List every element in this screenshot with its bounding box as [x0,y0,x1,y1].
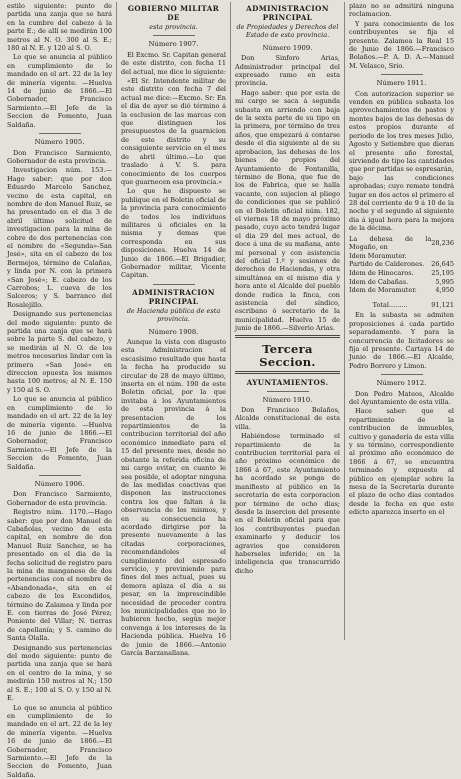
row-value: 28,236 [431,235,454,252]
divider [381,374,423,375]
paragraph: El Excmo. Sr. Capitan general de este distrito, con fecha 11 del actual, me dice lo siguiente: [121,51,226,76]
table-row [349,278,454,287]
column-3 [231,2,345,640]
paragraph: Registro núm. 1170.—Hago saber: que por don Manuel de Cabañolas, vecino de esta capital, en nombre de don Manuel Ruiz Sanchez, se ha presentado en el dia de la fecha solicitud de registro para la mina de manganeso de dos pertenencias con el nombre de «Abandonada», sita en el cabezo de los Escondidos, término de Zalamea y linda por E. con tierras de José Pérez; Poniente del Villar; N. tierras de capellanía; y S. camino de Santa Olalla. [7,508,112,643]
table-row [349,235,454,252]
paragraph: Habiéndose terminado el repartimiento de la contribucion territorial para el año próximo económico de 1866 á 67, este Ayuntamiento ha acordado se ponga de manifiesto al público en la secretaría de esta corporacion por término de ocho dias; desde la insercion del presente en el Boletin oficial para que los contribuyentes puedan examinarlo y deducir los agravios que consideren haberseles inferido; en la inteligencia que transcurrido dicho [235,432,340,575]
paragraph: Designando sus pertenencias del modo siguiente: punto de partida una zanja que se hará sobre la parte S. del cabezo, y se medirán al N. O. de los metros necesarios lindar con la primera «San José» en direccion opuesta los mismos hasta 100 metros; al N. E. 150 y 150 al S. O. [7,310,112,394]
total-label: Total......... [349,295,431,310]
notice-number: Número 1911. [349,79,454,87]
row-value: 25,195 [431,269,454,278]
divider [153,35,195,36]
paragraph: Lo que se anuncia al público en cumplimiento de lo mandado en el art. 22 de la ley de minería vigente. —Huelva 14 de junio de 1866.—El Gobernador, Francisco Sarmiento.—El Jefe de la Seccion de Fomento, Juan Saldaña. [7,53,112,129]
paragraph: Lo que he dispuesto se publique en el Boletin oficial de la provincia para conocimiento de todos los individuos militares ú oficiales en la misma y demas que corresponda en sus disposiciones. Huelva 14 de Junio de 1866.—El Brigadier, Gobernador militar, Vicente Capitan. [121,187,226,279]
row-label: Partido de Calderones. [349,260,431,269]
notice-number: Número 1910. [235,396,340,404]
section-heading: AYUNTAMIENTOS. [235,378,340,387]
section-title: Tercera Seccion. [235,343,340,369]
notice-number: Número 1906. [7,480,112,488]
table-row [349,286,454,295]
row-label: Idem de Moramuter. [349,286,431,295]
paragraph: «El Sr. Intendente militar de este distrito con fecha 7 del actual me dice:—Excmo. Sr: En el dia de ayer se dió término á la esclusion de las marcas con que distinguen los presupuestos de la guarnicion de este distrito y su consiguiente servicio en el mes de abril último.—Lo que traslado á V. S. para conocimiento de los cuerpos que guarnecen esa provincia.» [121,77,226,186]
paragraph: En la subasta se admiten proposiciones á cada partido separadamente. Y para la concurrencia de licitadores se fija el presente. Cartaya 14 de Junio de 1866.—El Alcalde, Pedro Borrero y Limon. [349,311,454,370]
divider [39,133,81,134]
total-value: 91,121 [431,295,454,310]
section-divider [235,371,340,374]
section-heading: ADMINISTRACION PRINCIPAL [235,4,340,22]
row-label: Idem Moramuter. [349,252,431,261]
paragraph: Investigacion núm. 153.—Hago saber: que por don Eduardo Marcelo Sanchez, vecino de esta capital, en nombre de don Manuel Ruiz, se ha presentado en el dia 3 de abril último solicitud de investigacion para la mina de cobre de dos pertenencias con el nombre de «Segunda»-San José», sita en el cabezo de los Bermejos, término de Calañas, y linda por N. con la primera «San José»; E. cabezo de los Carrobos; L. cueva de los Salceros; y S. barranco del Rosalejillo. [7,166,112,309]
notice-number: Número 1907. [121,40,226,48]
column-4 [345,2,458,640]
paragraph: Lo que se anuncia al público en cumplimiento de lo mandado en el art. 22 de la ley de minería vigente. —Huelva 16 de junio de 1866.—El Gobernador, Francisco Sarmiento.—El Jefe de la Seccion de Fomento, Juan Saldaña. [7,704,112,779]
paragraph: Don Sinforo Arias, Administrador principal del expresado ramo en esta provincia. [235,54,340,88]
table-row [349,260,454,269]
table-row [349,252,454,261]
row-value: 26,645 [431,260,454,269]
divider [153,284,195,285]
paragraph: Don Pedro Mateos, Alcalde del Ayuntamiento de esta villa. [349,390,454,407]
paragraph: Y para conocimiento de los contribuyentes se fija el presente. Zalamea la Real 15 de Junio de 1866.—Francisco Bolaños.—P. A. D. A.—Manuel M. Velasco, Srio. [349,20,454,70]
paragraph: Don Francisco Sarmiento, Gobernador de esta provincia. [7,149,112,166]
column-2 [117,2,231,640]
divider [381,74,423,75]
row-label: Idem de Hinocaros. [349,269,431,278]
section-heading: ADMINISTRACION PRINCIPAL [121,288,226,306]
price-table [349,235,454,310]
paragraph: Hago saber: que por esta de mi cargo se saca á segunda subasta en arriendo con baja de la sexta parte de su tipo en la primera, por término de tres años, que empezará á contarse desde el dia siguiente al de su aprobacion, las dehesas de los bienes de propios del Ayuntamiento de Fontanilla, término de Bona, que fue de los de Fabrica, que se halla vacante, con sujecion al pliego de condiciones que se publicó en el Boletin oficial núm. 182, el viernes 18 de mayo próximo pasado, cuyo acto tendrá lugar el dia 29 del mes actual, de doce á una de su mañana, ante mí personal y con asistencia del oficial 1.º y sesiones de derechos de Haciendas, y otra simultánea en el mismo dia y hora ante el Alcalde del pueblo donde radica la finca, con asistencia del síndico, escribano ó secretario de la municipalidad. Huelva 15 de junio de 1866.—Silverio Arias. [235,89,340,333]
notice-number: Número 1912. [349,379,454,387]
table-row [349,269,454,278]
paragraph: Don Francisco Bolaños, Alcalde constitucional de esta villa. [235,406,340,431]
paragraph: Lo que se anuncia al público en cumplimiento de lo mandado en el art. 22 de la ley de minería vigente. —Huelva 16 de junio de 1866.—El Gobernador, Francisco Sarmiento.—El Jefe de la Seccion de Fomento, Juan Saldaña. [7,395,112,471]
row-value: 5,995 [431,278,454,287]
section-divider [235,335,340,338]
section-heading: GOBIERNO MILITAR DE [121,4,226,22]
paragraph: plazo no se admitirá ninguna reclamacion. [349,2,454,19]
paragraph: Con autorizacion superior se venden en pública subasta los aprovechamientos de pastos y montes bajos de las dehesas de estos propios durante el periodo de los tres meses Julio, Agosto y Setiembre que dieran el presente año forestal, sirviendo de tipo las cantidades que por partidas se espresarán, bajo las condiciones aprobadas; cuyo remate tendrá lugar en dos actos el primero el 28 del corriente de 9 á 10 de la noche y el segundo al siguiente dia á igual hora para la mejora de la décima. [349,90,454,233]
notice-number: Número 1905. [7,138,112,146]
row-value: 4,950 [431,286,454,295]
divider [39,475,81,476]
row-value [431,252,454,261]
paragraph: Hace saber: que el repartimiento de la contribucion de inmuebles, cultivo y ganadería de esta villa y su término, correspondiente al próximo año económico de 1866 á 67, se encuentra terminado y expuesto al público en ejemplar sobre la mesa de la Secretaría durante el plazo de ocho dias contados desde la fecha en que este edicto aparezca inserto en el [349,407,454,516]
paragraph: Aunque la vista con disgusto esta Administracion el escasísimo resultado que hasta la fecha ha producido su circular de 28 de mayo último, inserta en el núm. 190 de este Boletin oficial, por la que invitaba á los Ayuntamientos de esta provincia á la presentacion de los repartimientos de la contribucion territorial del año económico inmediato para el 15 del presente mes, desde no obstante la referida oficina de mi cargo evitar, en cuanto le sea posible, el adoptar ninguna de las medidas coactivas que disponen las instrucciones contra los que faltan á la observancia de los mismos, y en su consecuencia ha acordado dirigirse por la presente nuevamente á las citadas corporaciones, recomendándoles el cumplimiento del espresado servicio, y previniendo para fines del mes actual, pues su demora aplaza el día a su pesar, en la imprescindible necesidad de proceder contra los municipalidades que no lo hubieren hecho, según mejor convenga á los intereses de la Hacienda pública. Huelva 16 de junio de 1866.—Antonio García Barzanallana. [121,338,226,657]
column-1 [3,2,117,640]
paragraph: Designando sus pertenencias del modo siguiente: punto de partida una zanja que se hará en el centro de la mina, y se medirán 150 metros al N.; 150 al S. E.; 100 al S. O. y 150 al N. E. [7,644,112,703]
notice-number: Número 1909. [235,44,340,52]
section-subheading: de Hacienda pública de esta provincia. [121,307,226,324]
row-label: La dehesa de la Mogaño, en [349,235,431,252]
row-label: Idem de Cabañas. [349,278,431,287]
divider [267,391,309,392]
paragraph: estilo siguiente: punto de partida una zanja que se hará en la cumbre del cabezo á la parte E.; de allí se medirán 100 metros al N. O. 300 al S. E.; 180 al N. E. y 120 al S. O. [7,2,112,52]
section-subheading: de Propiedades y Derechos del Estado de esta provincia. [235,23,340,40]
table-total-row [349,295,454,310]
paragraph: Don Francisco Sarmiento, Gobernador de esta provincia. [7,490,112,507]
notice-number: Número 1908. [121,328,226,336]
section-subheading: esta provincia. [121,23,226,31]
